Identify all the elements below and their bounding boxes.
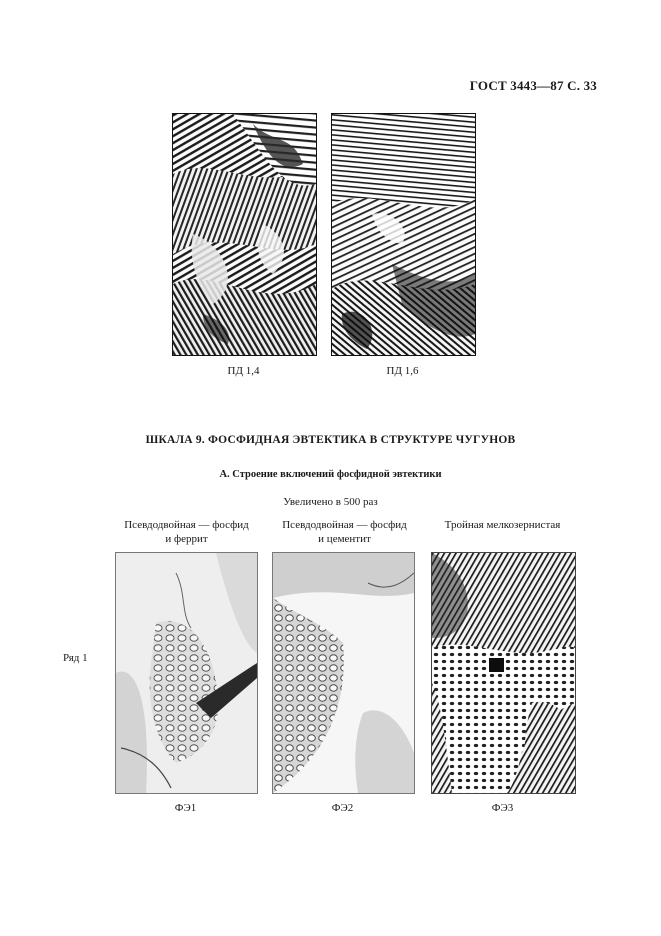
micrograph-fe1 (115, 552, 258, 794)
type-caption-line: Псевдодвойная — фосфид (124, 519, 249, 531)
pearlite-lamellae-image (332, 114, 475, 355)
page-header: ГОСТ 3443—87 С. 33 (469, 78, 597, 93)
section-title: ШКАЛА 9. ФОСФИДНАЯ ЭВТЕКТИКА В СТРУКТУРЕ ЧУГУНОВ (145, 434, 516, 446)
triple-fine-grained-image (432, 553, 575, 793)
caption-fe2: ФЭ2 (331, 802, 354, 814)
phosphide-cementite-image (273, 553, 414, 793)
caption-pd-1-4: ПД 1,4 (227, 365, 260, 377)
type-caption-line: Псевдодвойная — фосфид (282, 519, 407, 531)
micrograph-pd-1-6 (331, 113, 476, 356)
micrograph-fe3 (431, 552, 576, 794)
caption-fe3: ФЭ3 (491, 802, 514, 814)
row-label: Ряд 1 (63, 652, 88, 664)
section-subtitle: А. Строение включений фосфидной эвтектики (219, 469, 442, 480)
magnification-note: Увеличено в 500 раз (283, 496, 378, 508)
type-caption-line: и феррит (165, 533, 208, 545)
caption-fe1: ФЭ1 (174, 802, 197, 814)
type-caption-line: и цементит (318, 533, 371, 545)
type-caption-fe2 (262, 518, 427, 546)
type-caption-fe1 (104, 518, 269, 546)
pearlite-lamellae-image (173, 114, 316, 355)
caption-pd-1-6: ПД 1,6 (386, 365, 419, 377)
type-caption-fe3 (420, 518, 585, 532)
phosphide-ferrite-image (116, 553, 257, 793)
type-caption-line: Тройная мелкозернистая (444, 519, 561, 531)
micrograph-fe2 (272, 552, 415, 794)
micrograph-pd-1-4 (172, 113, 317, 356)
